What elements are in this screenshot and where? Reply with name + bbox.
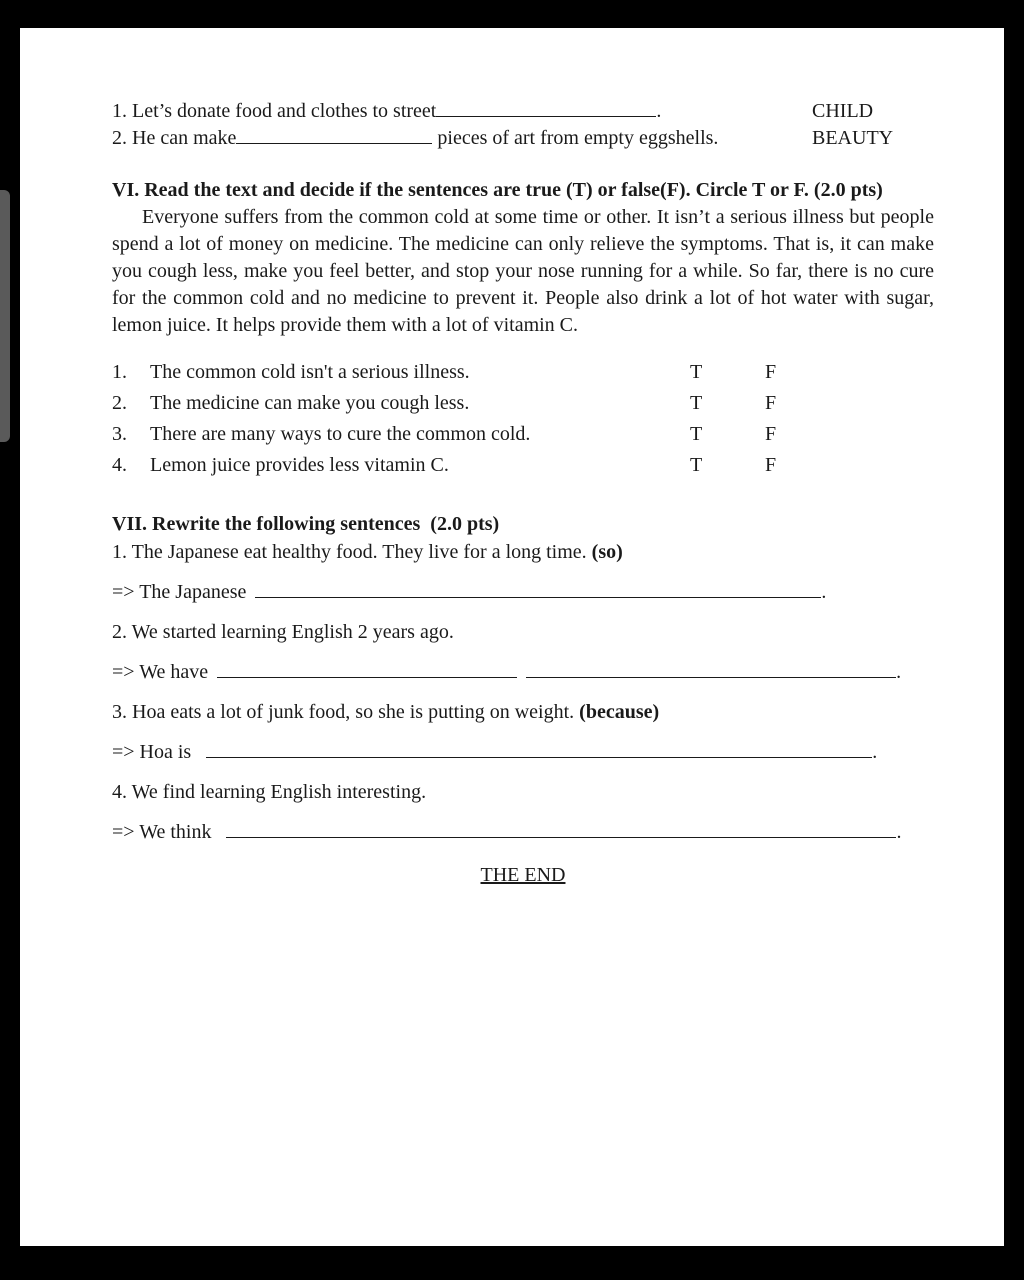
question-text: 4. We find learning English interesting. (112, 781, 427, 803)
worksheet-content (112, 98, 934, 889)
tf-number: 2. (112, 392, 127, 414)
reading-passage: Everyone suffers from the common cold at some time or other. It isn’t a serious illness but people spend a lot of money on medicine. The medicine can only relieve the symptoms. That is, it can make you cough less, make you feel better, and stop your nose running for a while. So far, there is no cure for the common cold and no medicine to prevent it. People also drink a lot of hot water with sugar, lemon juice. It helps provide them with a lot of vitamin C. (112, 206, 934, 336)
tf-statement: The medicine can make you cough less. (150, 392, 470, 414)
scroll-handle[interactable] (0, 190, 10, 442)
tf-item-4 (112, 452, 934, 483)
false-option[interactable]: F (765, 392, 777, 414)
answer-blank[interactable] (255, 579, 821, 598)
question-hint: (because) (579, 701, 660, 723)
word-form-text-end: . (656, 100, 662, 122)
rewrite-answer-3: => Hoa is . (112, 741, 878, 763)
false-option[interactable]: F (765, 423, 777, 445)
tf-number: 1. (112, 361, 127, 383)
true-option[interactable]: T (690, 392, 703, 414)
answer-prompt: => We think (112, 821, 212, 843)
answer-blank[interactable] (436, 98, 656, 117)
rewrite-answer-1: => The Japanese . (112, 581, 827, 603)
true-option[interactable]: T (690, 361, 703, 383)
section-6-heading: VI. Read the text and decide if the sentences are true (T) or false(F). Circle T or F. (2.0 pts) (112, 179, 883, 201)
rewrite-question-3 (112, 692, 934, 732)
rewrite-question-2 (112, 612, 934, 652)
tf-statement: There are many ways to cure the common cold. (150, 423, 531, 445)
rewrite-answer-2: => We have . (112, 661, 902, 683)
answer-prompt: => We have (112, 661, 209, 683)
answer-prompt: => The Japanese (112, 581, 247, 603)
rewrite-answer-4: => We think . (112, 821, 902, 843)
tf-statement: Lemon juice provides less vitamin C. (150, 454, 449, 476)
section-7-points: (2.0 pts) (430, 513, 500, 535)
answer-blank[interactable] (226, 819, 896, 838)
question-hint: (so) (591, 541, 623, 563)
true-option[interactable]: T (690, 454, 703, 476)
question-text: 1. The Japanese eat healthy food. They live for a long time. (112, 541, 587, 563)
word-form-item-1 (112, 98, 934, 125)
root-word: BEAUTY (812, 127, 894, 149)
tf-item-3 (112, 421, 934, 452)
root-word: CHILD (812, 100, 874, 122)
rewrite-question-4 (112, 772, 934, 812)
word-form-text-end: pieces of art from empty eggshells. (437, 127, 719, 149)
false-option[interactable]: F (765, 361, 777, 383)
word-form-text: 2. He can make (112, 127, 237, 149)
answer-blank[interactable] (526, 659, 896, 678)
true-false-list (112, 359, 934, 483)
document-page (20, 28, 1004, 1246)
tf-statement: The common cold isn't a serious illness. (150, 361, 470, 383)
answer-prompt: => Hoa is (112, 741, 192, 763)
answer-blank[interactable] (217, 659, 517, 678)
word-form-item-2 (112, 125, 934, 152)
question-text: 2. We started learning English 2 years ago. (112, 621, 454, 643)
tf-item-1 (112, 359, 934, 390)
question-text: 3. Hoa eats a lot of junk food, so she is putting on weight. (112, 701, 575, 723)
true-option[interactable]: T (690, 423, 703, 445)
word-form-text: 1. Let’s donate food and clothes to street (112, 100, 437, 122)
tf-item-2 (112, 390, 934, 421)
answer-blank[interactable] (206, 739, 872, 758)
tf-number: 3. (112, 423, 127, 445)
tf-number: 4. (112, 454, 127, 476)
answer-blank[interactable] (236, 125, 432, 144)
false-option[interactable]: F (765, 454, 777, 476)
section-7-title: VII. Rewrite the following sentences (112, 513, 421, 535)
rewrite-question-1 (112, 532, 934, 572)
end-text: THE END (480, 864, 566, 886)
